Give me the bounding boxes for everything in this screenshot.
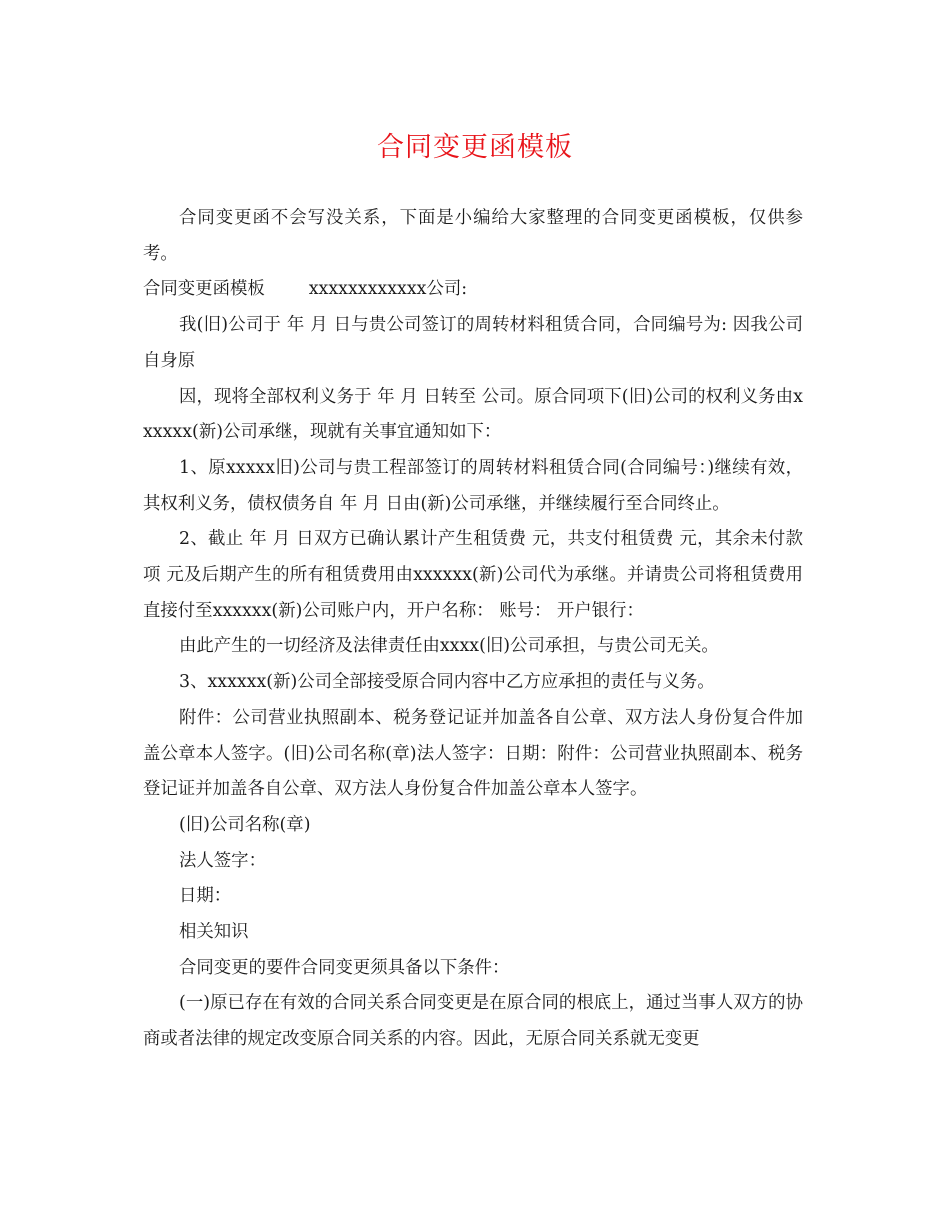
intro-paragraph: 合同变更函不会写没关系，下面是小编给大家整理的合同变更函模板，仅供参考。: [143, 208, 803, 264]
heading-line: [143, 272, 803, 308]
heading-line-left: 合同变更函模板: [143, 279, 265, 300]
signature-legal-rep: 法人签字：: [179, 850, 266, 871]
paragraph-notice-2: 因，现将全部权利义务于 年 月 日转至 公司。原合同项下(旧)公司的权利义务由xxxxxx(新)公司承继，现就有关事宜通知如下：: [143, 386, 803, 443]
paragraph-item-3: 3、xxxxxx(新)公司全部接受原合同内容中乙方应承担的责任与义务。: [179, 672, 715, 693]
paragraph-liability: 由此产生的一切经济及法律责任由xxxx(旧)公司承担，与贵公司无关。: [179, 636, 719, 657]
paragraph-item-1: 1、原xxxxx旧)公司与贵工程部签订的周转材料租赁合同(合同编号：)继续有效，其权利义务，债权债务自 年 月 日由(新)公司承继，并继续履行至合同终止。: [143, 457, 803, 514]
heading-line-right: xxxxxxxxxxxx公司:: [308, 279, 468, 300]
paragraph-notice-1: 我(旧)公司于 年 月 日与贵公司签订的周转材料租赁合同，合同编号为: 因我公司自身原: [143, 315, 803, 371]
paragraph-item-2: 2、截止 年 月 日双方已确认累计产生租赁费 元，共支付租赁费 元，其余未付款项 元及后期产生的所有租赁费用由xxxxxx(新)公司代为承继。并请贵公司将租赁费用直接付至xxxxxx(新)公司账户内，开户名称： 账号： 开户银行：: [143, 529, 803, 621]
document-body: [143, 201, 803, 1058]
signature-date: 日期：: [179, 886, 232, 907]
paragraph-attachment: 附件：公司营业执照副本、税务登记证并加盖各自公章、双方法人身份复合件加盖公章本人签字。(旧)公司名称(章)法人签字：日期：附件：公司营业执照副本、税务登记证并加盖各自公章、双方法人身份复合件加盖公章本人签字。: [143, 707, 803, 800]
paragraph-conditions: 合同变更的要件合同变更须具备以下条件：: [179, 957, 510, 978]
related-knowledge-heading: 相关知识: [179, 922, 249, 943]
document-title: 合同变更函模板: [377, 132, 573, 163]
paragraph-condition-1: (一)原已存在有效的合同关系合同变更是在原合同的根底上，通过当事人双方的协商或者法律的规定改变原合同关系的内容。因此，无原合同关系就无变更: [143, 993, 803, 1050]
signature-company: (旧)公司名称(章): [179, 814, 311, 835]
